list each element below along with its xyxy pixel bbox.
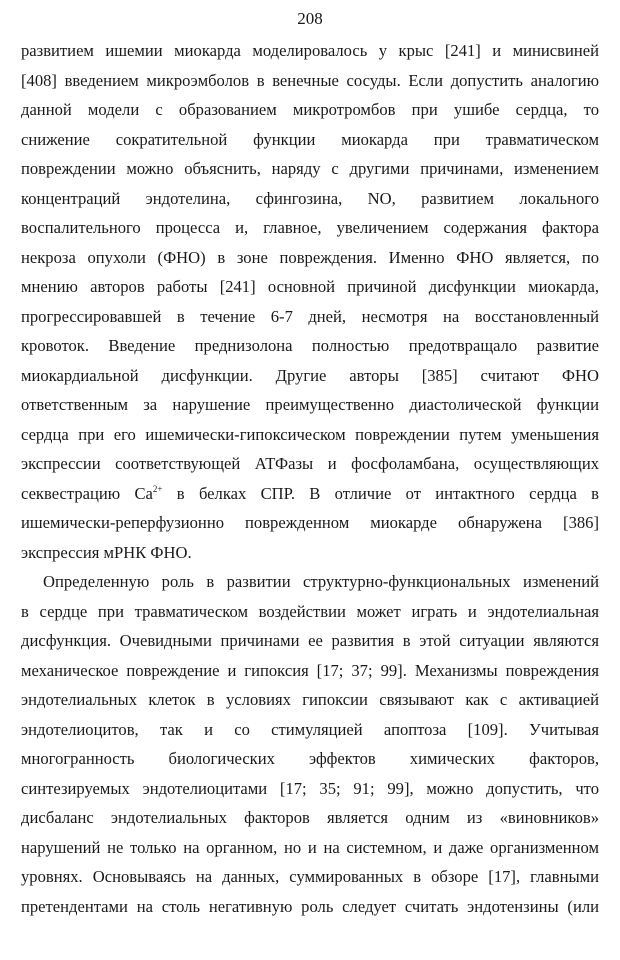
- text-line: нарушений не только на органном, но и на системном, и даже организменном: [21, 837, 599, 857]
- text-line-first: Определенную роль в развитии структурно-функциональных изменений: [43, 572, 599, 591]
- text-line: претендентами на столь негативную роль следует считать эндотензины (или: [21, 896, 599, 916]
- text-line: некроза опухоли (ФНО) в зоне повреждения. Именно ФНО является, по: [21, 247, 599, 267]
- text-line: сердца при его ишемически-гипоксическом повреждении путем уменьшения: [21, 424, 599, 444]
- body-text: [21, 36, 599, 921]
- text-line-last: экспрессия мРНК ФНО.: [21, 542, 192, 562]
- text-line: эндотелиоцитов, так и со стимуляцией апоптоза [109]. Учитывая: [21, 719, 599, 739]
- text-line: многогранность биологических эффектов химических факторов,: [21, 749, 599, 768]
- text-fragment: секвестрацию Ca: [21, 483, 153, 503]
- page-number: 208: [297, 9, 323, 28]
- text-line: дисбаланс эндотелиальных факторов является одним из «виновников»: [21, 808, 599, 827]
- text-line: в сердце при травматическом воздействии может играть и эндотелиальная: [21, 601, 599, 621]
- text-fragment: в белках СПР. В отличие от интактного сердца в: [162, 483, 599, 503]
- text-line: эндотелиальных клеток в условиях гипоксии связывают как с активацией: [21, 690, 599, 709]
- text-line: [408] введением микроэмболов в венечные сосуды. Если допустить аналогию: [21, 70, 599, 90]
- text-line-calcium: [21, 479, 599, 509]
- text-line: уровнях. Основываясь на данных, суммированных в обзоре [17], главными: [21, 867, 599, 886]
- text-line: кровоток. Введение преднизолона полностью предотвращало развитие: [21, 336, 599, 355]
- text-line: ишемически-реперфузионно поврежденном миокарде обнаружена [386]: [21, 513, 599, 532]
- text-line: механическое повреждение и гипоксия [17; 37; 99]. Механизмы повреждения: [21, 660, 599, 680]
- text-line: снижение сократительной функции миокарда при травматическом: [21, 129, 599, 149]
- text-line: воспалительного процесса и, главное, увеличением содержания фактора: [21, 218, 599, 237]
- paragraph-2: [21, 567, 599, 921]
- text-line: развитием ишемии миокарда моделировалось у крыс [241] и минисвиней: [21, 41, 599, 60]
- text-line: повреждении можно объяснить, наряду с другими причинами, изменением: [21, 159, 599, 178]
- text-line: данной модели с образованием микротромбов при ушибе сердца, то: [21, 100, 599, 119]
- superscript-charge: 2+: [152, 483, 163, 494]
- text-line: концентраций эндотелина, сфингозина, NO, развитием локального: [21, 188, 599, 208]
- text-line: мнению авторов работы [241] основной причиной дисфункции миокарда,: [21, 277, 599, 296]
- paragraph-1: [21, 36, 599, 567]
- text-line: синтезируемых эндотелиоцитами [17; 35; 91; 99], можно допустить, что: [21, 778, 599, 798]
- text-line: миокардиальной дисфункции. Другие авторы [385] считают ФНО: [21, 365, 599, 385]
- text-line: дисфункция. Очевидными причинами ее развития в этой ситуации являются: [21, 631, 599, 650]
- text-line: прогрессировавшей в течение 6-7 дней, несмотря на восстановленный: [21, 306, 599, 326]
- text-line: экспрессии соответствующей АТФазы и фосфоламбана, осуществляющих: [21, 454, 599, 473]
- text-line: ответственным за нарушение преимущественно диастолической функции: [21, 395, 599, 414]
